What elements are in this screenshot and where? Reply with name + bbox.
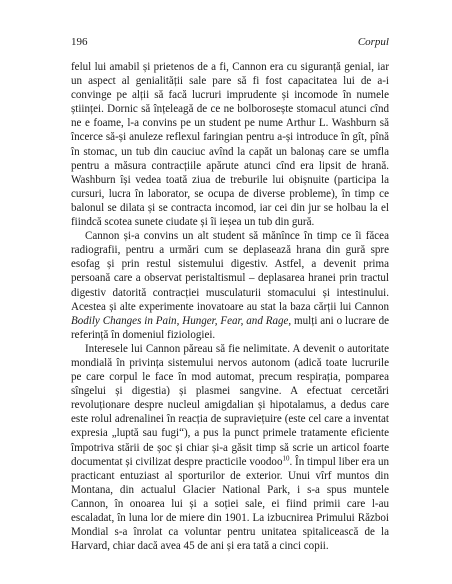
footnote-marker: 10 xyxy=(282,453,290,462)
paragraph-2-text-b: , mulți ani o lucrare de referință în domeniul fiziologiei. xyxy=(71,314,389,341)
page-header xyxy=(71,36,389,52)
page-number: 196 xyxy=(71,36,88,48)
paragraph-3 xyxy=(71,342,389,553)
paragraph-3-text-b: . În timpul liber era un practicant entuziast al sporturilor de exterior. Unui vîrf muntos din Montana, din actualul Glacier National Park, i s-a spus muntele Cannon, în onoarea lui și a soției sale, ei fiind primii care l-au escaladat, în luna lor de miere din 1901. La izbucnirea Primului Război Mondial s-a înrolat ca voluntar pentru unitatea spitalicească de la Harvard, chiar dacă avea 45 de ani și era tată a cinci copii. xyxy=(71,455,389,553)
paragraph-2-text-a: Cannon și-a convins un alt student să mănînce în timp ce îi făcea radiografii, pentru a urmări cum se deplasează hrana din gură spre esofag și prin restul sistemului digestiv. Astfel, a devenit prima persoană care a observat peristaltismul – deplasarea hranei prin tractul digestiv datorită contracției musculaturii stomacului și intestinului. Acestea și alte experimente inovatoare au stat la baza cărții lui Cannon xyxy=(71,230,389,313)
book-title: Bodily Changes in Pain, Hunger, Fear, and Rage xyxy=(71,314,289,327)
paragraph-1: felul lui amabil și prietenos de a fi, Cannon era cu siguranță genial, iar un aspect al genialității sale pare să fi fost capacitatea lui de a-i convinge pe alții să facă lucruri imprudente și incomode în numele științei. Dornic să înțeleagă de ce ne bolborosește stomacul atunci cînd ne e foame, l-a convins pe un student pe nume Arthur L. Washburn să încerce să-și anuleze reflexul faringian pentru a-și introduce în gît, pînă în stomac, un tub din cauciuc avînd la capăt un balonaș care se umfla pentru a măsura contracțiile apărute atunci cînd era lipsit de hrană. Washburn își vedea toată ziua de treburile lui obișnuite (participa la cursuri, lucra în laborator, se ocupa de diverse probleme), în timp ce balonul se dilata și se contracta incomod, iar cei din jur se holbau la el fiindcă scotea sunete ciudate și îi ieșea un tub din gură. xyxy=(71,61,389,229)
paragraph-3-text-a: Interesele lui Cannon păreau să fie nelimitate. A devenit o autoritate mondială în privința sistemului nervos autonom (adică toate lucrurile pe care corpul le face în mod automat, precum respirația, pomparea sîngelui și digestia) și plasmei sangvine. A efectuat cercetări revoluționare despre nucleul amigdalian și hipotalamus, a dedus care este rolul adrenalinei în reacția de supraviețuire (este cel care a inventat expresia „luptă sau fugi“), a pus la punct primele tratamente eficiente împotriva stării de șoc și chiar și-a găsit timp să scrie un articol foarte documentat și civilizat despre practicile voodoo xyxy=(71,342,389,468)
paragraph-2 xyxy=(71,229,389,342)
running-title: Corpul xyxy=(357,36,389,48)
body-text xyxy=(71,60,389,553)
